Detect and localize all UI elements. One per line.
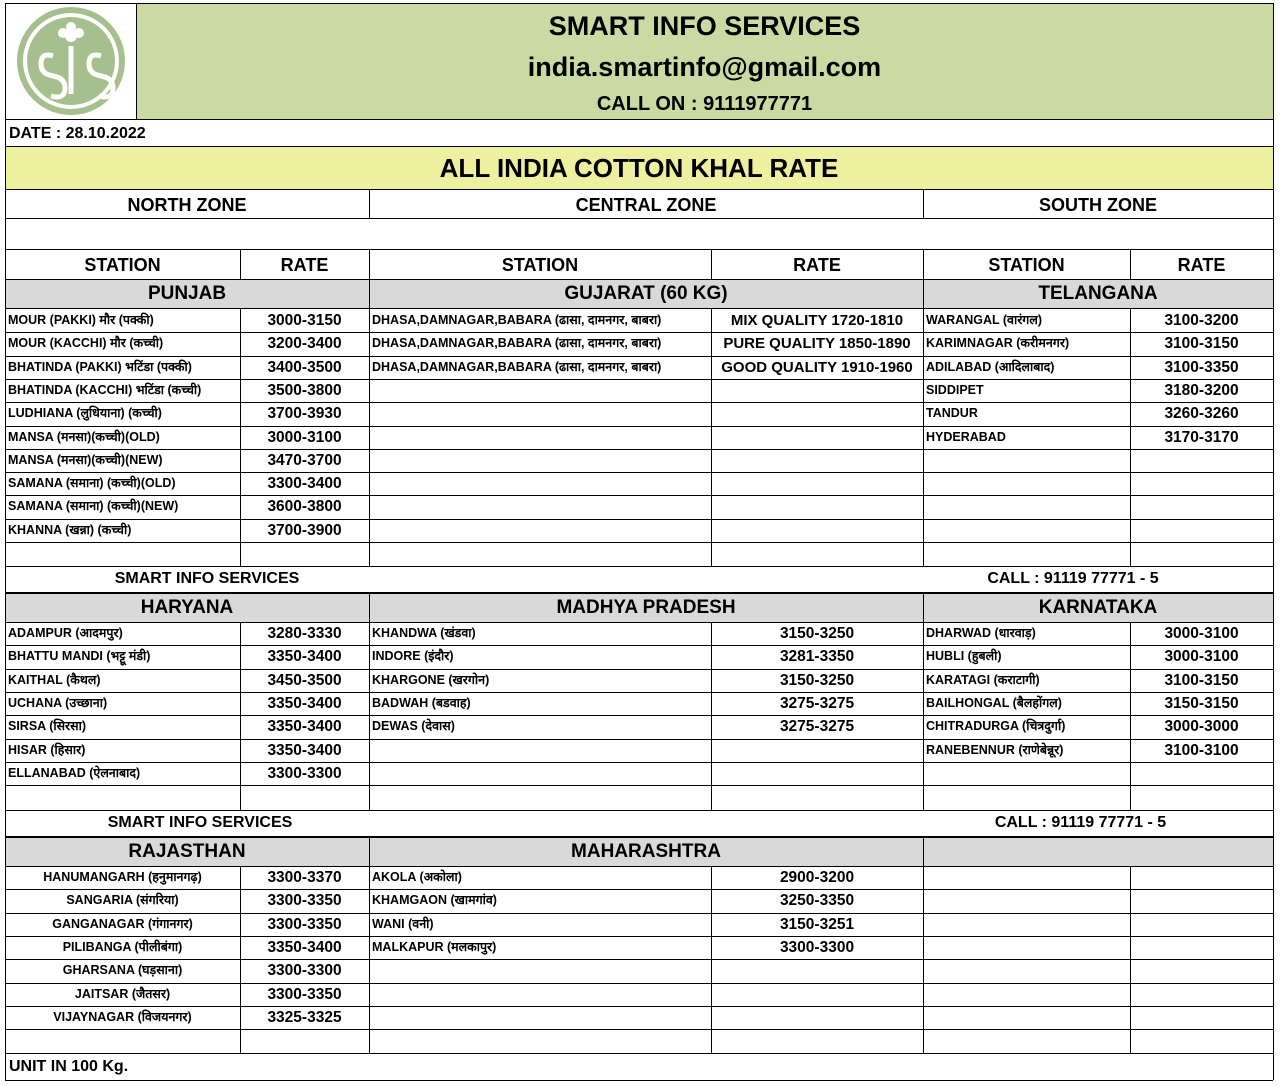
station-name: HANUMANGARH (हनुमानगढ़) xyxy=(43,870,202,884)
row-line xyxy=(5,785,1273,786)
station-name: ADAMPUR (आदमपुर) xyxy=(8,626,123,640)
col-station-central: STATION xyxy=(501,255,579,275)
rate-value: 3350-3400 xyxy=(267,742,342,759)
company-title: SMART INFO SERVICES xyxy=(548,11,861,41)
section-end-line xyxy=(5,566,1273,567)
station-name: WARANGAL (वारंगल) xyxy=(926,313,1042,327)
rate-value: 3700-3930 xyxy=(267,405,342,422)
station-name: KARIMNAGAR (करीमनगर) xyxy=(926,336,1070,350)
rate-value: 3470-3700 xyxy=(267,452,342,469)
zone-south: SOUTH ZONE xyxy=(1038,195,1157,215)
station-name: SAMANA (समाना) (कच्ची)(OLD) xyxy=(8,476,176,490)
station-name: JAITSAR (जैतसर) xyxy=(74,987,171,1001)
col-head-divider xyxy=(711,249,712,279)
rate-value: 3350-3400 xyxy=(267,718,342,735)
station-name: CHITRADURGA (चित्रदुर्गा) xyxy=(926,719,1066,733)
station-name: DHASA,DAMNAGAR,BABARA (ढासा, दामनगर, बाबरा) xyxy=(372,360,662,374)
row-line xyxy=(5,542,1273,543)
station-name: DEWAS (देवास) xyxy=(372,719,455,733)
station-name: RANEBENNUR (राणेबेन्नूर) xyxy=(926,743,1064,757)
rate-value: 2900-3200 xyxy=(779,869,855,886)
station-name: KHANNA (खन्ना) (कच्ची) xyxy=(8,523,132,537)
station-name: KHANDWA (खंडवा) xyxy=(372,626,476,640)
rate-value: 3000-3100 xyxy=(1164,625,1239,642)
station-name: DHARWAD (धारवाड़) xyxy=(926,626,1036,640)
report-date: DATE : 28.10.2022 xyxy=(9,125,146,142)
row-line xyxy=(5,1029,1273,1030)
station-name: ADILABAD (आदिलाबाद) xyxy=(926,360,1055,374)
rate-value: 3100-3200 xyxy=(1164,312,1239,329)
company-email[interactable]: india.smartinfo@gmail.com xyxy=(527,52,882,82)
station-name: MOUR (KACCHI) मौर (कच्ची) xyxy=(8,336,164,350)
station-name: BHATTU MANDI (भट्टू मंडी) xyxy=(8,649,151,663)
zone-bottom-line xyxy=(5,218,1273,219)
state-top-line xyxy=(5,593,1273,594)
border-right xyxy=(1273,3,1274,1080)
station-name: PILIBANGA (पीलीबंगा) xyxy=(62,940,183,954)
col-rate-north: RATE xyxy=(280,255,329,275)
rate-value: 3700-3900 xyxy=(267,522,342,539)
rate-value: 3180-3200 xyxy=(1164,382,1239,399)
station-name: VIJAYNAGAR (विजयनगर) xyxy=(53,1010,192,1024)
border-left xyxy=(5,3,6,1080)
title-bottom-line xyxy=(5,189,1273,190)
zone-divider xyxy=(369,189,370,218)
rate-value: 3150-3150 xyxy=(1164,695,1239,712)
rate-value: 3250-3350 xyxy=(779,892,855,909)
col-head-divider xyxy=(1130,249,1131,279)
main-title: ALL INDIA COTTON KHAL RATE xyxy=(439,153,839,183)
station-name: KHAMGAON (खामगांव) xyxy=(372,893,497,907)
station-name: MOUR (PAKKI) मौर (पक्की) xyxy=(8,313,154,327)
col-station-north: STATION xyxy=(84,255,161,275)
station-name: SIRSA (सिरसा) xyxy=(8,719,87,733)
rate-value: GOOD QUALITY 1910-1960 xyxy=(721,359,913,376)
station-name: UCHANA (उच्छाना) xyxy=(8,696,108,710)
state-name-north: PUNJAB xyxy=(147,283,227,304)
station-name: WANI (वनी) xyxy=(372,917,434,931)
logo xyxy=(10,6,132,116)
rate-value: 3280-3330 xyxy=(267,625,342,642)
state-name-north: HARYANA xyxy=(140,597,234,618)
state-name-central: MADHYA PRADESH xyxy=(556,597,736,618)
rate-value: 3300-3350 xyxy=(267,986,342,1003)
station-name: AKOLA (अकोला) xyxy=(372,870,462,884)
zone-north: NORTH ZONE xyxy=(127,195,247,215)
state-top-line xyxy=(5,837,1273,838)
date-bottom-line xyxy=(5,146,1273,147)
section-end-line xyxy=(5,1053,1273,1054)
rate-value: 3600-3800 xyxy=(267,498,342,515)
station-name: HUBLI (हुबली) xyxy=(926,649,1002,663)
rate-value: 3100-3100 xyxy=(1164,742,1239,759)
station-name: KARATAGI (कराटागी) xyxy=(926,673,1040,687)
station-name: SAMANA (समाना) (कच्ची)(NEW) xyxy=(8,499,179,513)
zone-divider xyxy=(923,189,924,218)
rate-value: 3300-3400 xyxy=(267,475,342,492)
rate-value: 3100-3150 xyxy=(1164,335,1239,352)
station-name: DHASA,DAMNAGAR,BABARA (ढासा, दामनगर, बाबरा) xyxy=(372,313,662,327)
rate-value: 3260-3260 xyxy=(1164,405,1239,422)
station-name: TANDUR xyxy=(926,406,978,420)
separator1-left: SMART INFO SERVICES xyxy=(114,570,300,587)
rate-value: 3000-3100 xyxy=(267,429,342,446)
station-name: HISAR (हिसार) xyxy=(8,743,86,757)
rate-value: 3300-3350 xyxy=(267,916,342,933)
rate-value: 3350-3400 xyxy=(267,939,342,956)
station-name: MALKAPUR (मलकापुर) xyxy=(372,940,497,954)
border-top xyxy=(5,3,1273,4)
company-phone[interactable]: CALL ON : 9111977771 xyxy=(596,93,813,115)
state-name-north: RAJASTHAN xyxy=(128,841,246,862)
rate-value: 3281-3350 xyxy=(779,648,855,665)
separator1-right: CALL : 91119 77771 - 5 xyxy=(987,570,1159,587)
station-name: BHATINDA (PAKKI) भटिंडा (पक्की) xyxy=(8,360,192,374)
zone-central: CENTRAL ZONE xyxy=(575,195,717,215)
header-bottom-line xyxy=(5,119,1273,120)
station-name: BAILHONGAL (बैलहोंगल) xyxy=(926,696,1062,710)
rate-value: 3350-3400 xyxy=(267,695,342,712)
station-name: KHARGONE (खरगोन) xyxy=(372,673,490,687)
station-name: GANGANAGAR (गंगानगर) xyxy=(52,917,193,931)
station-name: KAITHAL (कैथल) xyxy=(8,673,101,687)
rate-value: 3400-3500 xyxy=(267,359,342,376)
rate-value: 3200-3400 xyxy=(267,335,342,352)
rate-value: 3100-3350 xyxy=(1164,359,1239,376)
state-top-line xyxy=(5,279,1273,280)
rate-value: 3300-3350 xyxy=(267,892,342,909)
col-head-divider xyxy=(240,249,241,279)
state-name-central: GUJARAT (60 KG) xyxy=(564,283,728,304)
station-name: LUDHIANA (लुधियाना) (कच्ची) xyxy=(8,406,162,420)
separator1-line xyxy=(5,592,1273,593)
rate-value: 3300-3300 xyxy=(267,962,342,979)
rate-value: MIX QUALITY 1720-1810 xyxy=(730,312,904,329)
station-name: HYDERABAD xyxy=(926,430,1006,444)
col-line xyxy=(1130,866,1131,1053)
border-bottom xyxy=(5,1080,1273,1081)
rate-value: 3150-3251 xyxy=(779,916,855,933)
station-name: GHARSANA (घड़साना) xyxy=(62,963,183,977)
separator2-right: CALL : 91119 77771 - 5 xyxy=(994,814,1167,831)
rate-value: 3000-3100 xyxy=(1164,648,1239,665)
rate-value: 3000-3000 xyxy=(1164,718,1239,735)
station-name: SIDDIPET xyxy=(926,383,984,397)
zone-col-line xyxy=(923,837,924,1053)
separator2-left: SMART INFO SERVICES xyxy=(107,814,293,831)
section-end-line xyxy=(5,810,1273,811)
col-head-divider xyxy=(923,249,924,279)
col-station-south: STATION xyxy=(988,255,1065,275)
rate-value: PURE QUALITY 1850-1890 xyxy=(723,335,911,352)
rate-value: 3100-3150 xyxy=(1164,672,1239,689)
rate-value: 3350-3400 xyxy=(267,648,342,665)
state-name-central: MAHARASHTRA xyxy=(571,841,721,862)
rate-value: 3325-3325 xyxy=(267,1009,342,1026)
rate-value: 3300-3370 xyxy=(267,869,342,886)
station-name: MANSA (मनसा)(कच्ची)(NEW) xyxy=(8,453,163,467)
station-name: BADWAH (बडवाह) xyxy=(372,696,471,710)
rate-value: 3300-3300 xyxy=(779,939,855,956)
station-name: SANGARIA (संगरिया) xyxy=(66,893,179,907)
station-name: ELLANABAD (ऐलनाबाद) xyxy=(8,766,141,780)
rate-value: 3170-3170 xyxy=(1164,429,1239,446)
station-name: DHASA,DAMNAGAR,BABARA (ढासा, दामनगर, बाबरा) xyxy=(372,336,662,350)
rate-value: 3275-3275 xyxy=(779,718,855,735)
rate-value: 3150-3250 xyxy=(779,672,855,689)
logo-divider xyxy=(136,3,137,119)
rate-value: 3150-3250 xyxy=(779,625,855,642)
rate-value: 3275-3275 xyxy=(779,695,855,712)
blank-row-line xyxy=(5,249,1273,250)
rate-value: 3500-3800 xyxy=(267,382,342,399)
state-name-south xyxy=(923,837,1273,867)
state-name-south: TELANGANA xyxy=(1038,283,1158,304)
station-name: INDORE (इंदौर) xyxy=(372,649,454,663)
col-head-divider xyxy=(369,249,370,279)
station-name: MANSA (मनसा)(कच्ची)(OLD) xyxy=(8,430,160,444)
unit-note: UNIT IN 100 Kg. xyxy=(9,1058,129,1075)
rate-value: 3000-3150 xyxy=(267,312,342,329)
separator2-line xyxy=(5,836,1273,837)
rate-value: 3300-3300 xyxy=(267,765,342,782)
col-rate-central: RATE xyxy=(793,255,841,275)
col-rate-south: RATE xyxy=(1177,255,1226,275)
station-name: BHATINDA (KACCHI) भटिंडा (कच्ची) xyxy=(8,383,202,397)
rate-value: 3450-3500 xyxy=(267,672,342,689)
state-name-south: KARNATAKA xyxy=(1038,597,1158,618)
